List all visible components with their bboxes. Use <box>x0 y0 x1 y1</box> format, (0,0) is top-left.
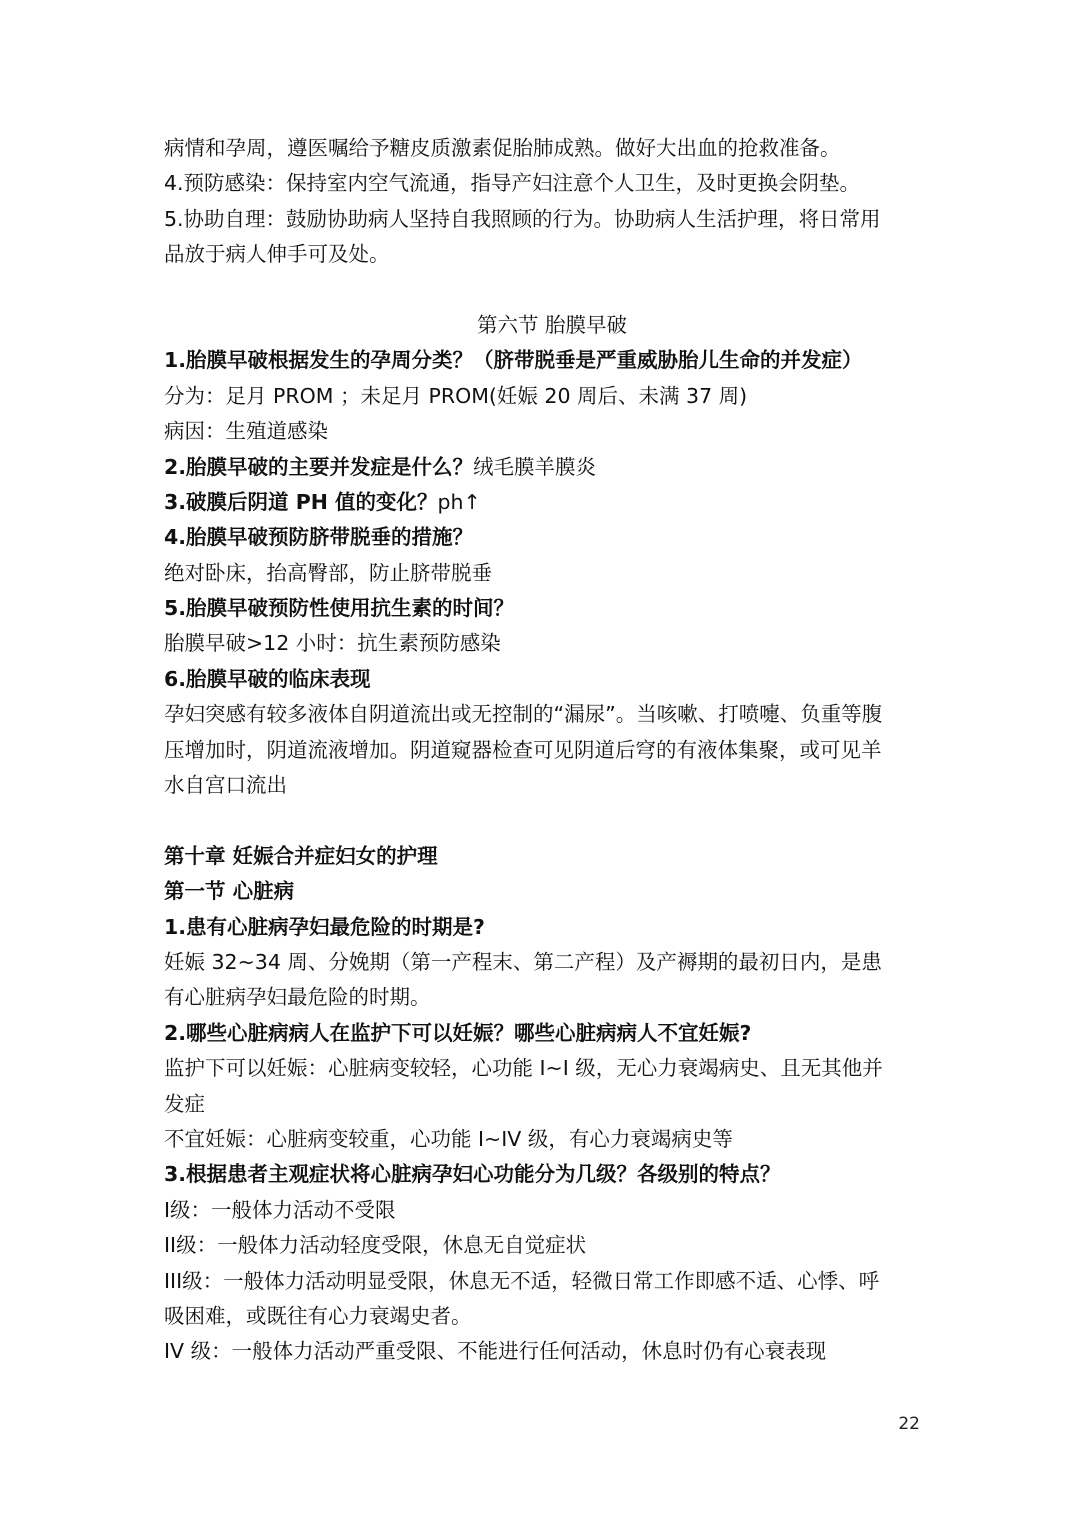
body-text: 分为：足月 PROM ；未足月 PROM(妊娠 20 周后、未满 37 周) <box>164 383 748 408</box>
question-line <box>164 839 920 874</box>
body-text: IV 级：一般体力活动严重受限、不能进行任何活动，休息时仍有心衰表现 <box>164 1339 827 1364</box>
text-line <box>164 556 920 591</box>
text-line <box>164 414 920 449</box>
bold-text: 4.胎膜早破预防脐带脱垂的措施？ <box>164 525 474 550</box>
body-text: 绝对卧床，抬高臀部，防止脐带脱垂 <box>164 560 492 585</box>
question-line <box>164 520 920 555</box>
question-line <box>164 1157 920 1192</box>
text-line <box>164 1299 920 1334</box>
text-line <box>164 379 920 414</box>
body-text: I级：一般体力活动不受限 <box>164 1197 396 1222</box>
body-text: III级：一般体力活动明显受限，休息无不适，轻微日常工作即感不适、心悸、呼 <box>164 1268 880 1293</box>
body-text: 病情和孕周，遵医嘱给予糖皮质激素促胎肺成熟。做好大出血的抢救准备。 <box>164 136 841 160</box>
bold-text: 5.胎膜早破预防性使用抗生素的时间？ <box>164 596 515 621</box>
page-number: 22 <box>898 1414 920 1434</box>
text-line <box>164 626 920 661</box>
bold-text: 第一节 心脏病 <box>164 879 295 904</box>
bold-text: 1.胎膜早破根据发生的孕周分类？（脐带脱垂是严重威胁胎儿生命的并发症） <box>164 348 863 373</box>
body-text: 水自宫口流出 <box>164 773 287 798</box>
question-line <box>164 910 920 945</box>
text-line <box>164 308 920 343</box>
answer-text: 绒毛膜羊膜炎 <box>473 454 597 479</box>
bold-text: 2.哪些心脏病病人在监护下可以妊娠？哪些心脏病病人不宜妊娠? <box>164 1020 752 1045</box>
bold-text: 3.破膜后阴道 PH 值的变化？ <box>164 489 438 514</box>
body-text: 5.协助自理：鼓励协助病人坚持自我照顾的行为。协助病人生活护理，将日常用 <box>164 206 881 231</box>
bold-text: 2.胎膜早破的主要并发症是什么？ <box>164 454 474 479</box>
answer-text: ph↑ <box>437 489 481 514</box>
text-line <box>164 1264 920 1299</box>
text-line <box>164 980 920 1015</box>
bold-text: 6.胎膜早破的临床表现 <box>164 666 371 691</box>
question-line <box>164 450 920 485</box>
question-line <box>164 591 920 626</box>
text-line <box>164 202 920 237</box>
text-line <box>164 733 920 768</box>
body-text: 监护下可以妊娠：心脏病变较轻，心功能 I~I 级，无心力衰竭病史、且无其他并 <box>164 1056 883 1081</box>
text-line <box>164 166 920 201</box>
text-line <box>164 1228 920 1263</box>
body-text: 妊娠 32~34 周、分娩期（第一产程末、第二产程）及产褥期的最初日内，是患 <box>164 949 882 974</box>
blank-line <box>164 803 920 838</box>
text-line <box>164 1334 920 1369</box>
body-text: 胎膜早破>12 小时：抗生素预防感染 <box>164 631 501 656</box>
document-body <box>164 131 920 1370</box>
body-text: 第六节 胎膜早破 <box>476 312 628 337</box>
question-line <box>164 662 920 697</box>
bold-text: 3.根据患者主观症状将心脏病孕妇心功能分为几级？各级别的特点？ <box>164 1162 781 1187</box>
body-text: 孕妇突感有较多液体自阴道流出或无控制的“漏尿”。当咳嗽、打喷嚏、负重等腹 <box>164 702 883 727</box>
body-text: 不宜妊娠：心脏病变较重，心功能 I~IV 级，有心力衰竭病史等 <box>164 1126 733 1151</box>
body-text: 有心脏病孕妇最危险的时期。 <box>164 985 431 1010</box>
body-text: 品放于病人伸手可及处。 <box>164 242 390 267</box>
body-text: 病因：生殖道感染 <box>164 419 328 444</box>
text-line <box>164 1122 920 1157</box>
text-line <box>164 237 920 272</box>
question-line <box>164 343 920 378</box>
body-text: 吸困难，或既往有心力衰竭史者。 <box>164 1303 472 1328</box>
blank-line <box>164 273 920 308</box>
text-line <box>164 1051 920 1086</box>
bold-text: 第十章 妊娠合并症妇女的护理 <box>164 843 438 868</box>
text-line <box>164 1087 920 1122</box>
body-text: 压增加时，阴道流液增加。阴道窥器检查可见阴道后穹的有液体集聚，或可见羊 <box>164 737 882 762</box>
body-text: 4.预防感染：保持室内空气流通，指导产妇注意个人卫生，及时更换会阴垫。 <box>164 171 861 196</box>
text-line <box>164 697 920 732</box>
bold-text: 1.患有心脏病孕妇最危险的时期是? <box>164 914 485 939</box>
body-text: 发症 <box>164 1091 205 1116</box>
question-line <box>164 874 920 909</box>
question-line <box>164 1016 920 1051</box>
text-line <box>164 768 920 803</box>
question-line <box>164 485 920 520</box>
text-line <box>164 131 920 166</box>
text-line <box>164 945 920 980</box>
body-text: II级：一般体力活动轻度受限，休息无自觉症状 <box>164 1233 587 1258</box>
text-line <box>164 1193 920 1228</box>
